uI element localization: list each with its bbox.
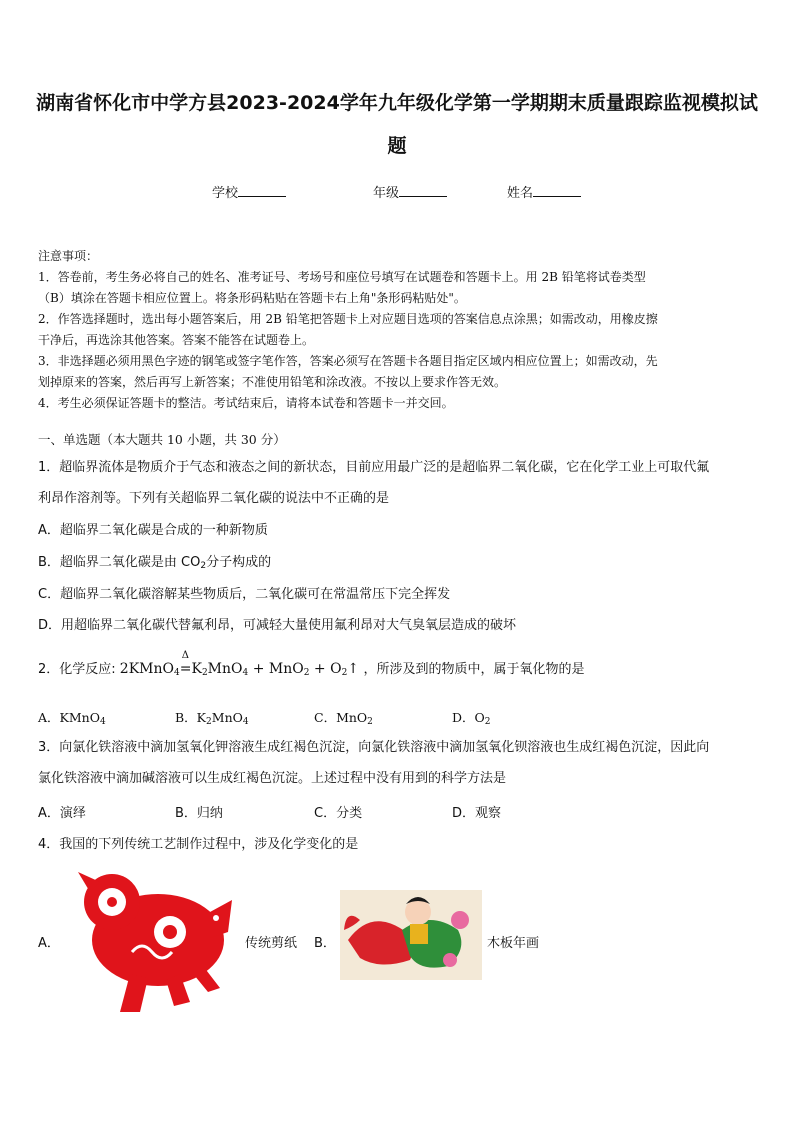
q3-option-d[interactable]: D．观察 [452, 806, 502, 821]
eq-o2-sub: 2 [341, 668, 348, 678]
notes-item: 3．非选择题必须用黑色字迹的钢笔或签字笔作答，答案必须写在答题卡各题目指定区域内相应位置上；如需改动，先 [38, 354, 658, 368]
school-label: 学校 [212, 186, 239, 201]
q2-option-d-sub: 2 [484, 717, 491, 727]
notes-heading: 注意事项： [38, 249, 99, 263]
q1-stem-line1: 1．超临界流体是物质介于气态和液态之间的新状态，目前应用最广泛的是超临界二氧化碳，它在化学工业上可取代氟 [38, 460, 710, 475]
paper-cut-pig-image [70, 862, 236, 1022]
gas-up-arrow-icon: ↑ [347, 661, 360, 677]
q1-stem-line2: 利昂作溶剂等。下列有关超临界二氧化碳的说法中不正确的是 [38, 491, 390, 506]
q2-stem-pre: 2．化学反应: [38, 662, 116, 677]
eq-k-sub: 2 [201, 668, 208, 678]
notes-item: 1．答卷前，考生务必将自己的姓名、准考证号、考场号和座位号填写在试题卷和答题卡上。用 2B 铅笔将试卷类型 [38, 270, 646, 284]
delta-symbol: Δ [181, 650, 189, 661]
q4-option-b-text: 木板年画 [487, 936, 540, 951]
q3-stem-line2: 氯化铁溶液中滴加碱溶液可以生成红褐色沉淀。上述过程中没有用到的科学方法是 [38, 771, 507, 786]
eq-left: 2KMnO [119, 661, 174, 677]
school-blank[interactable] [238, 184, 286, 197]
q3-option-a[interactable]: A．演绎 [38, 806, 86, 821]
q1-option-a[interactable]: A．超临界二氧化碳是合成的一种新物质 [38, 523, 268, 538]
q3-stem [38, 732, 760, 794]
section-title: 一、单选题（本大题共 10 小题，共 30 分） [38, 432, 286, 447]
q2-option-b-sub2: 4 [242, 717, 249, 727]
q1-stem [38, 452, 760, 514]
name-label: 姓名 [507, 186, 534, 201]
q1-option-b-sub: 2 [200, 561, 207, 571]
notes-item: 干净后，再选涂其他答案。答案不能答在试题卷上。 [38, 333, 315, 347]
q2-option-b-sub1: 2 [206, 717, 212, 727]
school-field[interactable] [212, 182, 286, 201]
q4-option-b-label[interactable]: B． [314, 936, 336, 951]
eq-mn-sub: 4 [242, 668, 249, 678]
q2-stem [38, 650, 585, 678]
name-field[interactable] [507, 182, 581, 201]
q2-option-a-text: A．KMnO [38, 710, 100, 725]
eq-mn: MnO [207, 661, 243, 677]
name-blank[interactable] [533, 184, 581, 197]
q2-option-a[interactable] [38, 708, 106, 727]
q1-option-b[interactable] [38, 551, 271, 571]
q2-option-b-text: B．K [175, 710, 207, 725]
q1-option-b-post: 分子构成的 [206, 555, 272, 570]
notes-item: 4．考生必须保证答题卡的整洁。考试结束后，请将本试卷和答题卡一并交回。 [38, 396, 454, 410]
grade-blank[interactable] [399, 184, 447, 197]
exam-title-line1: 湖南省怀化市中学方县2023-2024学年九年级化学第一学期期末质量跟踪监视模拟试 [36, 92, 758, 114]
notes-item: （B）填涂在答题卡相应位置上。将条形码粘贴在答题卡右上角"条形码粘贴处"。 [38, 291, 466, 305]
eq-plus2: + O [309, 661, 342, 677]
exam-title-line2: 题 [387, 135, 407, 157]
q2-option-b[interactable] [175, 708, 249, 727]
notes-item: 划掉原来的答案，然后再写上新答案；不准使用铅笔和涂改液。不按以上要求作答无效。 [38, 375, 507, 389]
q4-option-a-text: 传统剪纸 [245, 936, 298, 951]
eq-mno2-sub: 2 [303, 668, 310, 678]
woodblock-new-year-painting-image [340, 890, 482, 980]
q1-option-c[interactable]: C．超临界二氧化碳溶解某些物质后，二氧化碳可在常温常压下完全挥发 [38, 587, 451, 602]
q3-option-c[interactable]: C．分类 [314, 806, 363, 821]
q3-option-b[interactable]: B．归纳 [175, 806, 223, 821]
eq-plus1: + MnO [248, 661, 304, 677]
eq-condition: Δ = [179, 650, 192, 677]
q2-option-d[interactable] [452, 708, 491, 727]
notes-block [38, 246, 758, 414]
eq-k: K [191, 661, 202, 677]
q2-option-c-text: C．MnO [314, 710, 368, 725]
q1-option-d[interactable]: D．用超临界二氧化碳代替氟利昂，可减轻大量使用氟利昂对大气臭氧层造成的破坏 [38, 618, 517, 633]
q3-stem-line1: 3．向氯化铁溶液中滴加氢氧化钾溶液生成红褐色沉淀，向氯化铁溶液中滴加氢氧化钡溶液也生成红褐色沉淀，因此向 [38, 740, 710, 755]
q2-equation [119, 650, 364, 678]
q2-option-a-sub: 4 [99, 717, 106, 727]
q4-stem: 4．我国的下列传统工艺制作过程中，涉及化学变化的是 [38, 837, 359, 852]
q4-option-a-label[interactable]: A． [38, 936, 60, 951]
eq-left-sub: 4 [174, 668, 180, 678]
q2-stem-post: ，所涉及到的物质中，属于氧化物的是 [363, 662, 585, 677]
notes-item: 2．作答选择题时，选出每小题答案后，用 2B 铅笔把答题卡上对应题目选项的答案信息点涂黑；如需改动，用橡皮擦 [38, 312, 658, 326]
q2-option-c[interactable] [314, 708, 373, 727]
q2-option-d-text: D．O [452, 710, 485, 725]
grade-label: 年级 [373, 186, 400, 201]
q2-option-c-sub: 2 [367, 717, 373, 727]
q1-option-b-pre: B．超临界二氧化碳是由 CO [38, 555, 201, 570]
q2-option-b-mid: MnO [211, 710, 243, 725]
grade-field[interactable] [373, 182, 447, 201]
